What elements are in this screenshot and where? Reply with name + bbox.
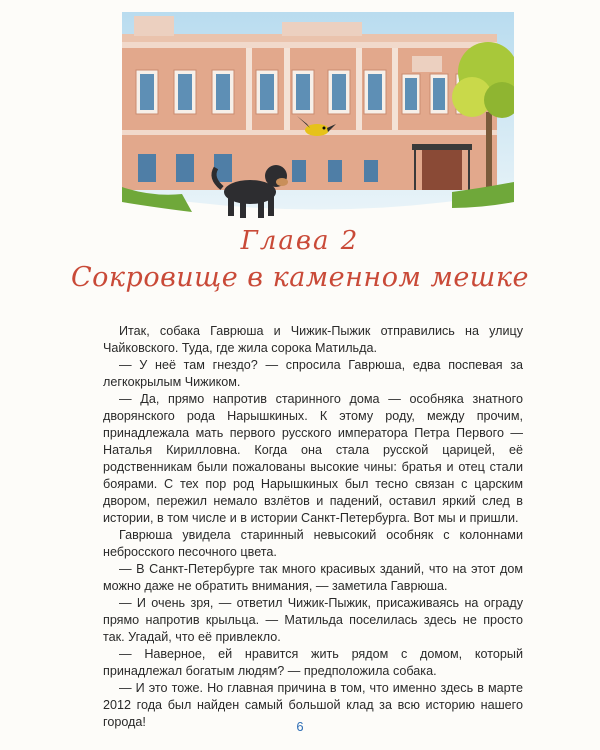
mansion-facade-icon <box>122 16 497 190</box>
paragraph: — И очень зря, — ответил Чижик-Пыжик, присаживаясь на ограду прямо напротив крыльца. — Матильда поселилась здесь не просто так. Угадай, что её привлекло. <box>103 596 523 644</box>
body-text <box>103 323 523 731</box>
paragraph: — Наверное, ей нравится жить рядом с домом, который принадлежал богатым людям? — предположила собака. <box>103 647 523 678</box>
paragraph: — Да, прямо напротив старинного дома — особняка знатного дворянского рода Нарышкиных. К этому роду, между прочим, принадлежала мать первого русского императора Петра Первого — Наталья Кирилловна. Когда она стала русской царицей, её родственникам были пожалованы высокие чины: братья и отец стали боярами. С тех пор род Нарышкиных был тесно связан с царским двором, пережил немало взлётов и падений, оставил яркий след в истории, в том числе и в истории Санкт-Петербурга. Вот мы и пришли. <box>103 392 523 525</box>
chapter-label: Глава 2 <box>240 226 360 256</box>
paragraph: Итак, собака Гаврюша и Чижик-Пыжик отправились на улицу Чайковского. Туда, где жила сорока Матильда. <box>103 324 523 355</box>
paragraph: — У неё там гнездо? — спросила Гаврюша, едва поспевая за легкокрылым Чижиком. <box>103 358 523 389</box>
paragraph: — И это тоже. Но главная причина в том, что именно здесь в марте 2012 года был найден самый большой клад за всю историю нашего города! <box>103 681 523 729</box>
paragraph: Гаврюша увидела старинный невысокий особняк с колоннами небросского песочного цвета. <box>103 528 523 559</box>
page-number: 6 <box>296 719 304 734</box>
chapter-illustration <box>122 12 514 222</box>
chapter-title: Сокровище в каменном мешке <box>71 262 529 293</box>
mansion-illustration-icon <box>122 12 514 222</box>
paragraph: — В Санкт-Петербурге так много красивых зданий, что на этот дом можно даже не обратить внимания, — заметила Гаврюша. <box>103 562 523 593</box>
